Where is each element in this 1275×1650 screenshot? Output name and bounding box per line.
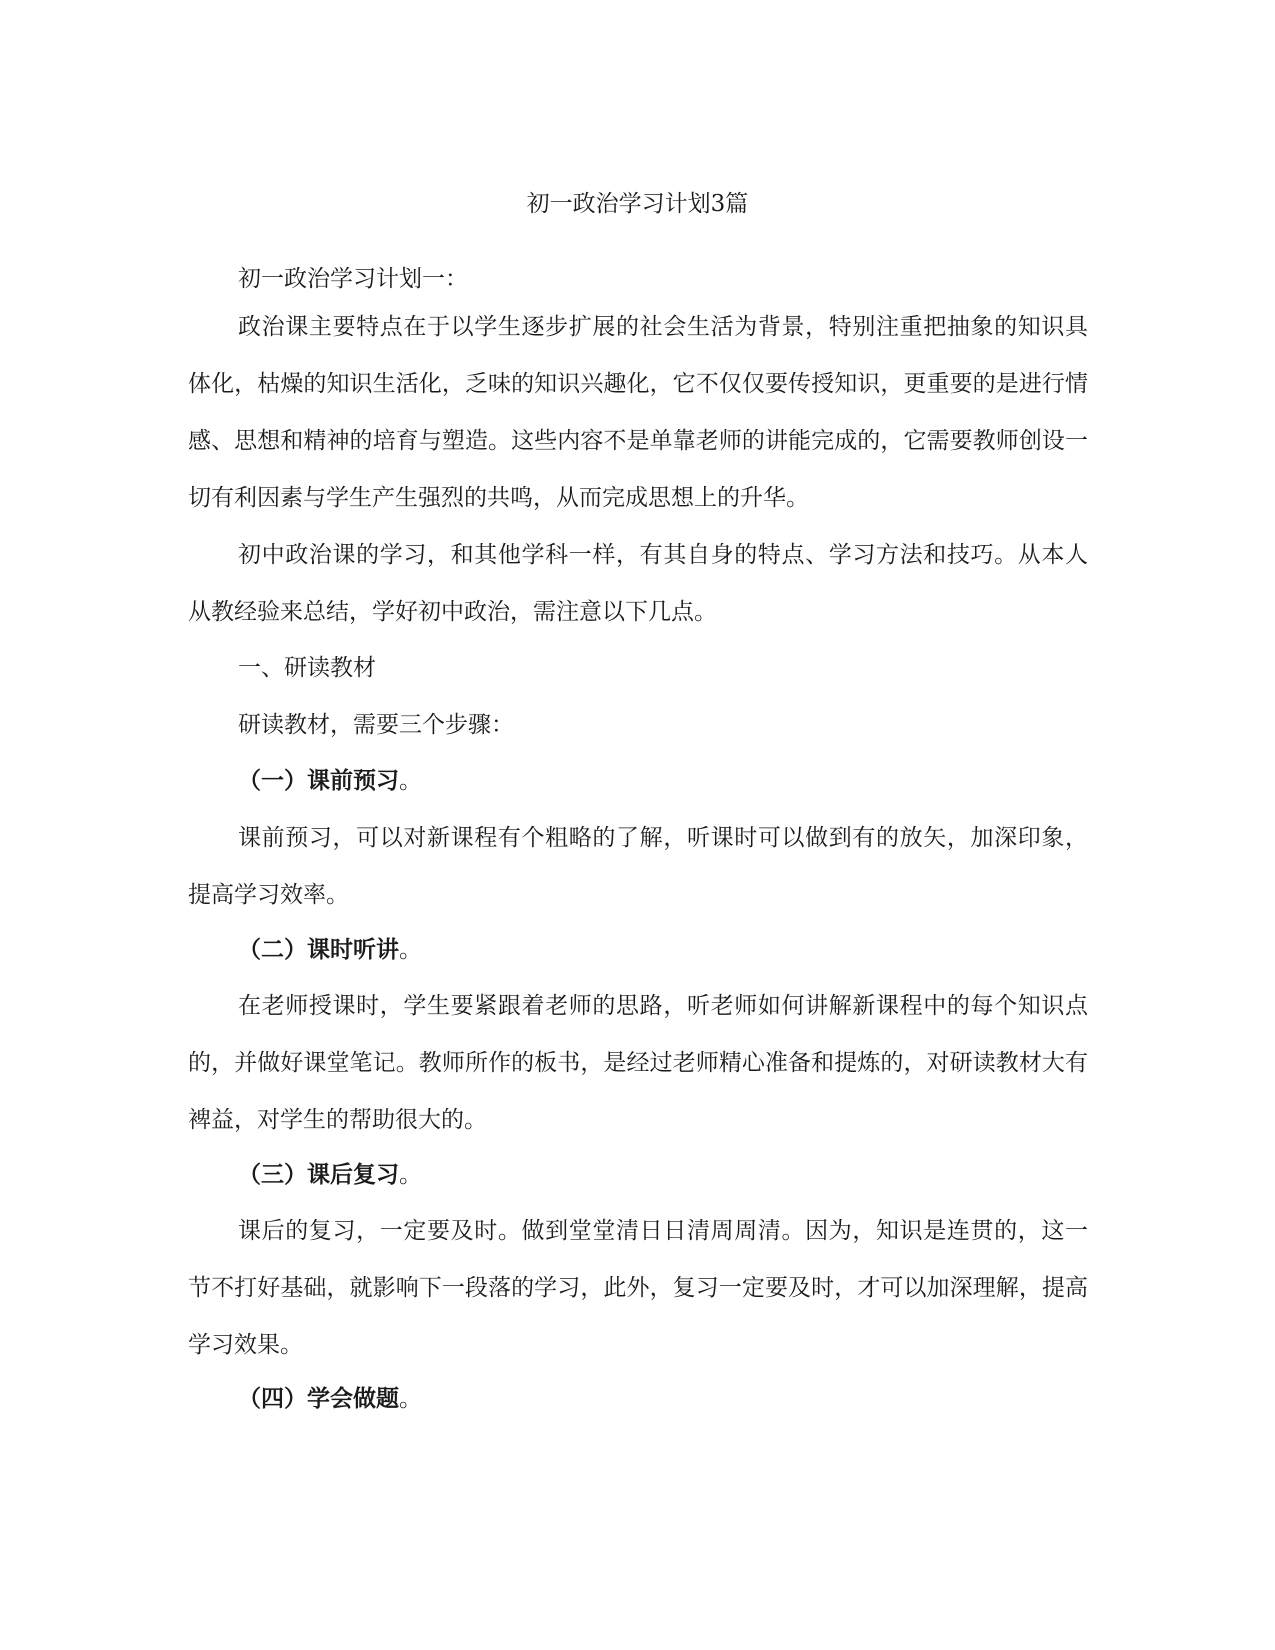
paragraph-steps: 研读教材，需要三个步骤： <box>238 712 514 738</box>
subheading-lecture-text: （二）课时听讲 <box>238 937 399 963</box>
subheading-review-text: （三）课后复习 <box>238 1162 399 1188</box>
subheading-preview-tail: 。 <box>399 768 422 794</box>
paragraph-preview: 课前预习，可以对新课程有个粗略的了解，听课时可以做到有的放矢，加深印象，提高学习效率。 <box>188 825 1088 908</box>
subheading-preview-text: （一）课前预习 <box>238 768 399 794</box>
paragraph-review: 课后的复习，一定要及时。做到堂堂清日日清周周清。因为，知识是连贯的，这一节不打好基础，就影响下一段落的学习，此外，复习一定要及时，才可以加深理解，提高学习效果。 <box>188 1218 1088 1358</box>
paragraph-method: 初中政治课的学习，和其他学科一样，有其自身的特点、学习方法和技巧。从本人从教经验来总结，学好初中政治，需注意以下几点。 <box>188 542 1088 625</box>
subheading-lecture <box>188 922 1088 979</box>
paragraph-intro: 政治课主要特点在于以学生逐步扩展的社会生活为背景，特别注重把抽象的知识具体化，枯燥的知识生活化，乏味的知识兴趣化，它不仅仅要传授知识，更重要的是进行情感、思想和精神的培育与塑造。这些内容不是单靠老师的讲能完成的，它需要教师创设一切有利因素与学生产生强烈的共鸣，从而完成思想上的升华。 <box>188 314 1088 511</box>
subheading-review <box>188 1147 1088 1204</box>
subheading-lecture-tail: 。 <box>399 937 422 963</box>
paragraph-lecture: 在老师授课时，学生要紧跟着老师的思路，听老师如何讲解新课程中的每个知识点的，并做好课堂笔记。教师所作的板书，是经过老师精心准备和提炼的，对研读教材大有裨益，对学生的帮助很大的。 <box>188 993 1088 1133</box>
subheading-preview <box>188 753 1088 810</box>
subheading-exercises <box>188 1371 1088 1428</box>
subheading-exercises-tail: 。 <box>399 1386 422 1412</box>
document-title: 初一政治学习计划3篇 <box>526 191 749 217</box>
section-label: 初一政治学习计划一： <box>238 266 468 292</box>
heading-study-textbook: 一、研读教材 <box>238 655 376 681</box>
subheading-exercises-text: （四）学会做题 <box>238 1386 399 1412</box>
subheading-review-tail: 。 <box>399 1162 422 1188</box>
